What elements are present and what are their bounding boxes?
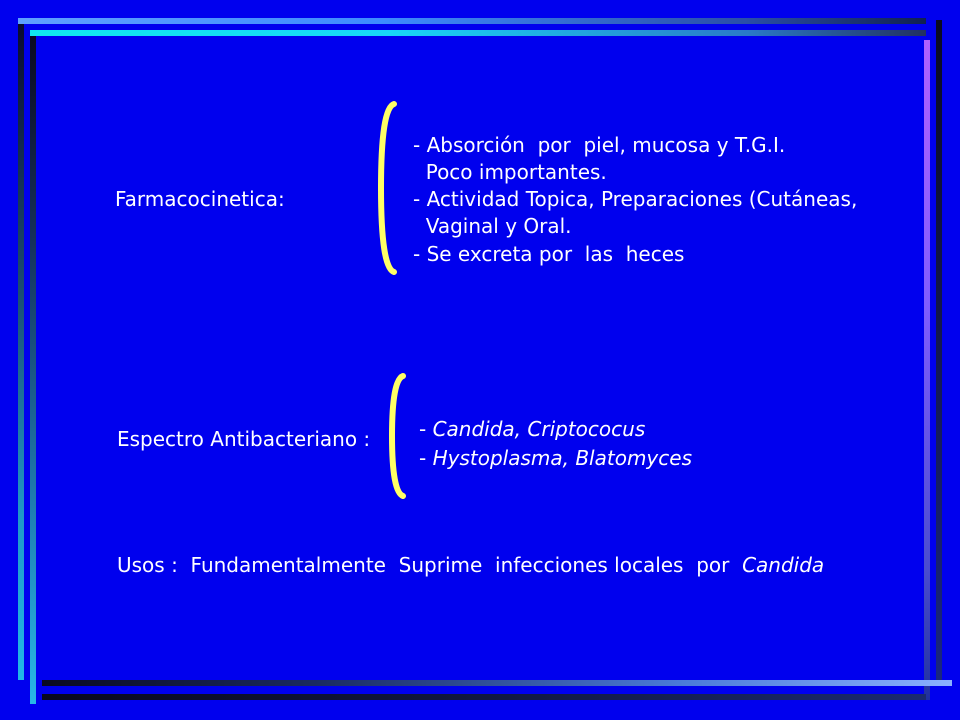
frame-bottom-bar-upper: [42, 680, 952, 686]
frame-right-bar-outer: [936, 20, 942, 680]
espectro-organism: Candida, Criptococus: [432, 417, 646, 441]
farmacocinetica-line: - Se excreta por las heces: [413, 242, 685, 266]
espectro-line-prefix: -: [419, 417, 433, 441]
frame-left-bar-outer: [18, 24, 24, 680]
usos-line: [117, 552, 824, 579]
farmacocinetica-label: Farmacocinetica:: [115, 187, 285, 211]
farmacocinetica-line: - Actividad Topica, Preparaciones (Cutáneas,: [413, 187, 858, 211]
usos-label: Usos :: [117, 553, 178, 577]
frame-top-bar-inner: [30, 30, 926, 36]
espectro-line-prefix: -: [419, 446, 433, 470]
espectro-organism: Hystoplasma, Blatomyces: [432, 446, 692, 470]
espectro-line: [419, 416, 645, 443]
frame-bottom-bar-lower: [42, 694, 926, 700]
farmacocinetica-line: Vaginal y Oral.: [413, 214, 572, 238]
frame-top-bar-outer: [18, 18, 926, 24]
farmacocinetica-brace: [378, 100, 402, 276]
frame-right-bar-inner: [924, 40, 930, 700]
farmacocinetica-line: Poco importantes.: [413, 160, 607, 184]
farmacocinetica-line: - Absorción por piel, mucosa y T.G.I.: [413, 133, 786, 157]
espectro-label: Espectro Antibacteriano :: [117, 427, 371, 451]
frame-left-bar-inner: [30, 36, 36, 704]
usos-text: Fundamentalmente Suprime infecciones locales por: [190, 553, 730, 577]
usos-emphasis: Candida: [742, 553, 825, 577]
espectro-line: [419, 445, 692, 472]
espectro-brace: [388, 372, 410, 500]
